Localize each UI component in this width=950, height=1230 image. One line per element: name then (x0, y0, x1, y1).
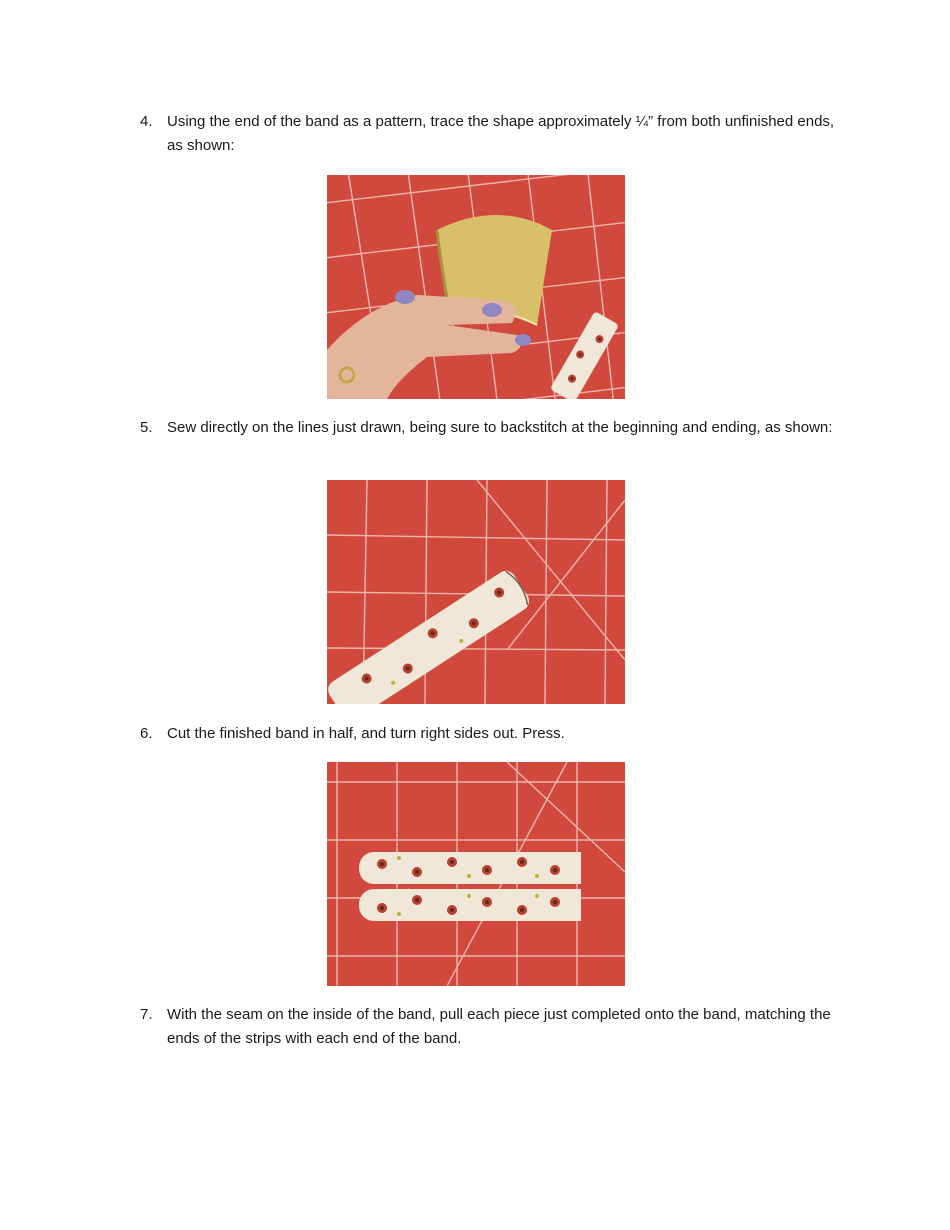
step-text: Sew directly on the lines just drawn, being sure to backstitch at the beginning and ending, as shown: (167, 419, 833, 436)
photo-halves-illustration (327, 762, 625, 986)
step-number: 6. (140, 725, 153, 742)
photo-tracing-band-end (327, 175, 625, 399)
step-number: 4. (140, 113, 153, 130)
step-number: 7. (140, 1006, 153, 1023)
step-5 (140, 416, 840, 440)
photo-sewing-illustration (327, 480, 625, 704)
step-4 (140, 110, 840, 158)
step-text: With the seam on the inside of the band, pull each piece just completed onto the band, matching the ends of the strips with each end of the band. (167, 1006, 831, 1047)
step-text: Using the end of the band as a pattern, trace the shape approximately ¼” from both unfinished ends, as shown: (167, 113, 835, 154)
step-6 (140, 722, 840, 746)
photo-sewn-strip-end (327, 480, 625, 704)
step-number: 5. (140, 419, 153, 436)
photo-two-halves (327, 762, 625, 986)
photo-tracing-illustration (327, 175, 625, 399)
step-text: Cut the finished band in half, and turn right sides out. Press. (167, 725, 565, 742)
step-7 (140, 1003, 840, 1051)
